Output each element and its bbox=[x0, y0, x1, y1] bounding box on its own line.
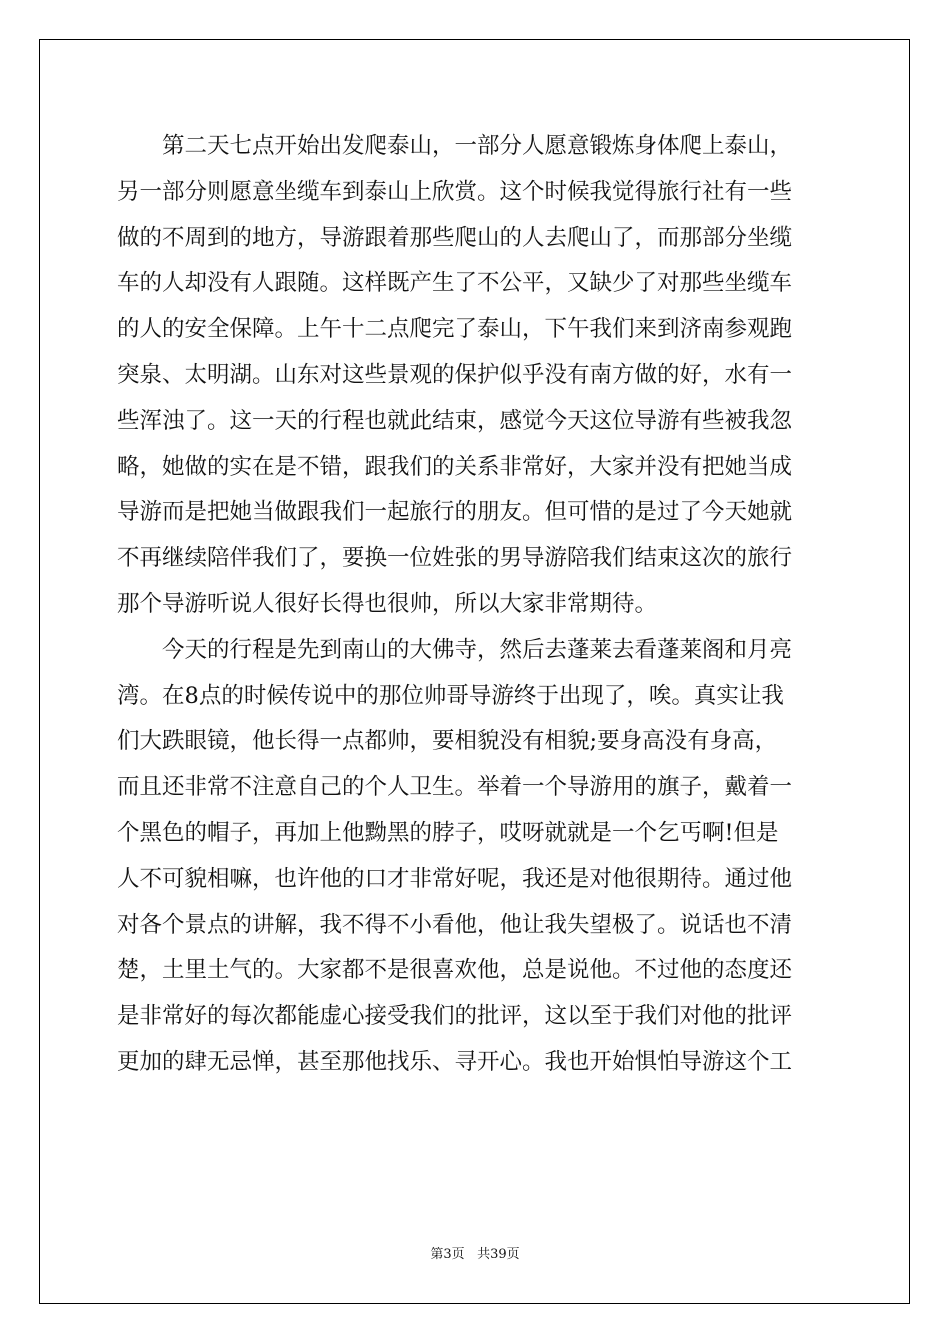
text-line: 湾。在8点的时候传说中的那位帅哥导游终于出现了，唉。真实让我 bbox=[117, 682, 784, 709]
text-line: 楚，土里土气的。大家都不是很喜欢他，总是说他。不过他的态度还 bbox=[117, 957, 793, 984]
text-line: 不再继续陪伴我们了，要换一位姓张的男导游陪我们结束这次的旅行 bbox=[117, 545, 793, 572]
text-line: 而且还非常不注意自己的个人卫生。举着一个导游用的旗子，戴着一 bbox=[117, 774, 793, 801]
page-footer bbox=[0, 1243, 950, 1262]
text-line: 车的人却没有人跟随。这样既产生了不公平，又缺少了对那些坐缆车 bbox=[117, 270, 793, 297]
text-line: 那个导游听说人很好长得也很帅，所以大家非常期待。 bbox=[117, 590, 658, 617]
text-line: 们大跌眼镜，他长得一点都帅，要相貌没有相貌;要身高没有身高， bbox=[117, 728, 778, 755]
text-line: 第二天七点开始出发爬泰山，一部分人愿意锻炼身体爬上泰山， bbox=[162, 133, 793, 159]
paragraph-1 bbox=[117, 124, 837, 628]
page-total: 共39页 bbox=[477, 1247, 520, 1262]
text-line: 另一部分则愿意坐缆车到泰山上欣赏。这个时候我觉得旅行社有一些 bbox=[117, 178, 793, 205]
text-line: 今天的行程是先到南山的大佛寺，然后去蓬莱去看蓬莱阁和月亮 bbox=[162, 636, 793, 663]
text-line: 是非常好的每次都能虚心接受我们的批评，这以至于我们对他的批评 bbox=[117, 1003, 793, 1030]
page-number: 第3页 bbox=[430, 1247, 465, 1262]
text-line: 略，她做的实在是不错，跟我们的关系非常好，大家并没有把她当成 bbox=[117, 453, 793, 480]
document-body bbox=[117, 124, 837, 1086]
text-line: 人不可貌相嘛，也许他的口才非常好呢，我还是对他很期待。通过他 bbox=[117, 865, 793, 892]
text-line: 更加的肆无忌惮，甚至那他找乐、寻开心。我也开始惧怕导游这个工 bbox=[117, 1048, 793, 1075]
text-line: 做的不周到的地方，导游跟着那些爬山的人去爬山了，而那部分坐缆 bbox=[117, 224, 793, 251]
text-line: 的人的安全保障。上午十二点爬完了泰山，下午我们来到济南参观跑 bbox=[117, 316, 793, 343]
text-line: 个黑色的帽子，再加上他黝黑的脖子，哎呀就就是一个乞丐啊!但是 bbox=[117, 819, 779, 846]
text-line: 突泉、太明湖。山东对这些景观的保护似乎没有南方做的好，水有一 bbox=[117, 361, 793, 388]
text-line: 些浑浊了。这一天的行程也就此结束，感觉今天这位导游有些被我忽 bbox=[117, 407, 793, 434]
paragraph-2 bbox=[117, 628, 837, 1086]
text-line: 对各个景点的讲解，我不得不小看他，他让我失望极了。说话也不清 bbox=[117, 911, 793, 938]
text-line: 导游而是把她当做跟我们一起旅行的朋友。但可惜的是过了今天她就 bbox=[117, 499, 793, 526]
